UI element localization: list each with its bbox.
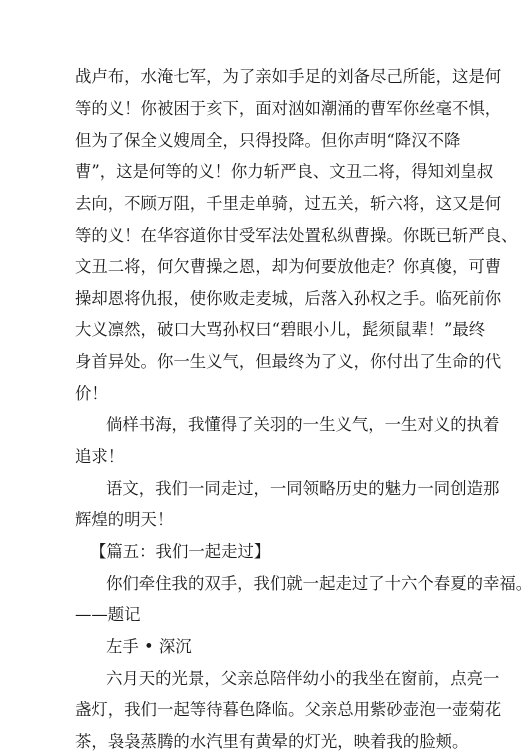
text-line: 价！: [75, 384, 108, 403]
text-line: 战卢布，水淹七军，为了亲如手足的刘备尽己所能，这是何: [75, 67, 502, 86]
epigraph-attribution: ——题记: [75, 605, 141, 624]
text-line: 追求！: [75, 447, 125, 466]
text-line: 去向，不顾万阻，千里走单骑，过五关，斩六将，这又是何: [75, 194, 502, 213]
text-line: 操却恩将仇报，使你败走麦城，后落入孙权之手。临死前你: [75, 289, 502, 308]
text-line: 身首异处。你一生义气，但最终为了义，你付出了生命的代: [75, 352, 502, 371]
text-line: 茶，袅袅蒸腾的水汽里有黄晕的灯光，映着我的脸颊。: [75, 732, 469, 751]
text-line: 语文，我们一同走过，一同领略历史的魅力一同创造那: [106, 479, 500, 498]
text-line: 倘样书海，我懂得了关羽的一生义气，一生对义的执着: [106, 415, 500, 434]
text-line: 文丑二将，何欠曹操之恩，却为何要放他走？你真傻，可曹: [75, 257, 502, 276]
text-line: 曹”，这是何等的义！你力斩严良、文丑二将，得知刘皇叔: [75, 162, 494, 181]
text-line: 大义凛然，破口大骂孙权曰“碧眼小儿，髭须鼠辈！”最终: [75, 320, 486, 339]
section-heading: 【篇五：我们一起走过】: [90, 542, 271, 561]
subsection-heading: 左手 • 深沉: [106, 637, 192, 656]
text-line: 等的义！你被困于亥下，面对汹如潮涌的曹军你丝毫不惧，: [75, 99, 502, 118]
text-line: 辉煌的明天！: [75, 510, 174, 529]
text-line: 等的义！在华容道你甘受军法处置私纵曹操。你既已斩严良、: [75, 226, 518, 245]
text-line: 但为了保全义嫂周全，只得投降。但你声明“降汉不降: [75, 131, 461, 150]
text-line: 六月天的光景，父亲总陪伴幼小的我坐在窗前，点亮一: [106, 669, 500, 688]
text-line: 盏灯，我们一起等待暮色降临。父亲总用紫砂壶泡一壶菊花: [75, 700, 502, 719]
text-line: 你们牵住我的双手，我们就一起走过了十六个春夏的幸福。: [106, 574, 532, 593]
